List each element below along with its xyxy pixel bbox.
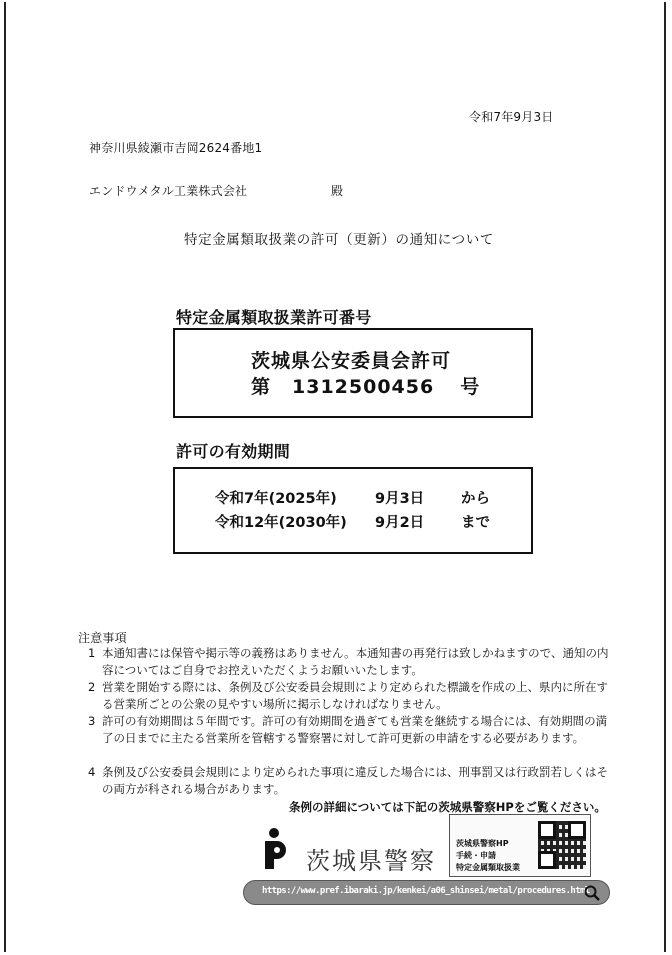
note-item <box>88 679 608 713</box>
qr-label: 手続・申請 <box>456 851 496 860</box>
qr-code-icon[interactable] <box>538 821 586 869</box>
from-word: から <box>461 491 490 507</box>
to-word: まで <box>461 515 490 531</box>
notes-heading: 注意事項 <box>78 631 127 645</box>
note-item <box>88 713 608 764</box>
permit-issuer: 茨城県公安委員会許可 <box>251 350 452 372</box>
document-page <box>4 2 666 952</box>
url-bar[interactable] <box>243 880 610 905</box>
honorific: 殿 <box>331 184 344 198</box>
note-text: 営業を開始する際には、条例及び公安委員会規則により定められた標識を作成の上、県内に所在する営業所ごとの公衆の見やすい場所に掲示しなければなりません。 <box>102 680 608 711</box>
note-number: 1 <box>88 646 96 660</box>
issue-date: 令和7年9月3日 <box>469 110 554 124</box>
note-text: 許可の有効期間は５年間です。許可の有効期間を過ぎても営業を継続する場合には、有効期間の満了の日までに主たる営業所を管轄する警察署に対して許可更新の申請をする必要があります。 <box>102 714 608 745</box>
note-number: 4 <box>88 765 96 779</box>
note-item <box>88 764 608 798</box>
note-text: 条例及び公安委員会規則により定められた事項に違反した場合には、刑事罰又は行政罰若しくはその両方が科される場合があります。 <box>102 765 608 796</box>
validity-section-title: 許可の有効期間 <box>176 442 291 461</box>
permit-number-line <box>251 372 479 399</box>
document-subject: 特定金属類取扱業の許可（更新）の通知について <box>184 232 494 248</box>
permit-prefix: 第 <box>251 376 271 398</box>
validity-to-row <box>215 511 490 532</box>
from-day: 9月3日 <box>375 491 425 507</box>
police-name: 茨城県警察 <box>306 847 436 875</box>
to-era-date: 令和12年(2030年) <box>215 515 347 531</box>
note-number: 2 <box>88 680 96 694</box>
recipient-company: エンドウメタル工業株式会社 <box>89 184 248 198</box>
ibaraki-police-logo-icon <box>262 827 286 871</box>
hp-url[interactable]: https://www.pref.ibaraki.jp/kenkei/a06_shinsei/metal/procedures.html <box>262 886 590 896</box>
from-era-date: 令和7年(2025年) <box>215 491 337 507</box>
qr-label: 茨城県警察HP <box>456 839 509 848</box>
search-icon[interactable] <box>583 884 601 902</box>
hp-guidance: 条例の詳細については下記の茨城県警察HPをご覧ください。 <box>289 800 606 814</box>
recipient-address: 神奈川県綾瀬市吉岡2624番地1 <box>89 141 263 155</box>
permit-section-title: 特定金属類取扱業許可番号 <box>176 308 372 327</box>
qr-panel[interactable] <box>449 814 591 877</box>
permit-suffix: 号 <box>460 376 480 398</box>
note-number: 3 <box>88 714 96 728</box>
validity-box <box>173 467 533 554</box>
note-item <box>88 645 608 679</box>
permit-number: 1312500456 <box>292 376 435 398</box>
to-day: 9月2日 <box>375 515 425 531</box>
permit-number-box <box>173 328 533 418</box>
note-text: 本通知書には保管や掲示等の義務はありません。本通知書の再発行は致しかねますので、通知の内容についてはご自身でお控えいただくようお願いいたします。 <box>102 646 609 677</box>
validity-from-row <box>215 487 490 508</box>
qr-label: 特定金属類取扱業 <box>456 863 520 872</box>
